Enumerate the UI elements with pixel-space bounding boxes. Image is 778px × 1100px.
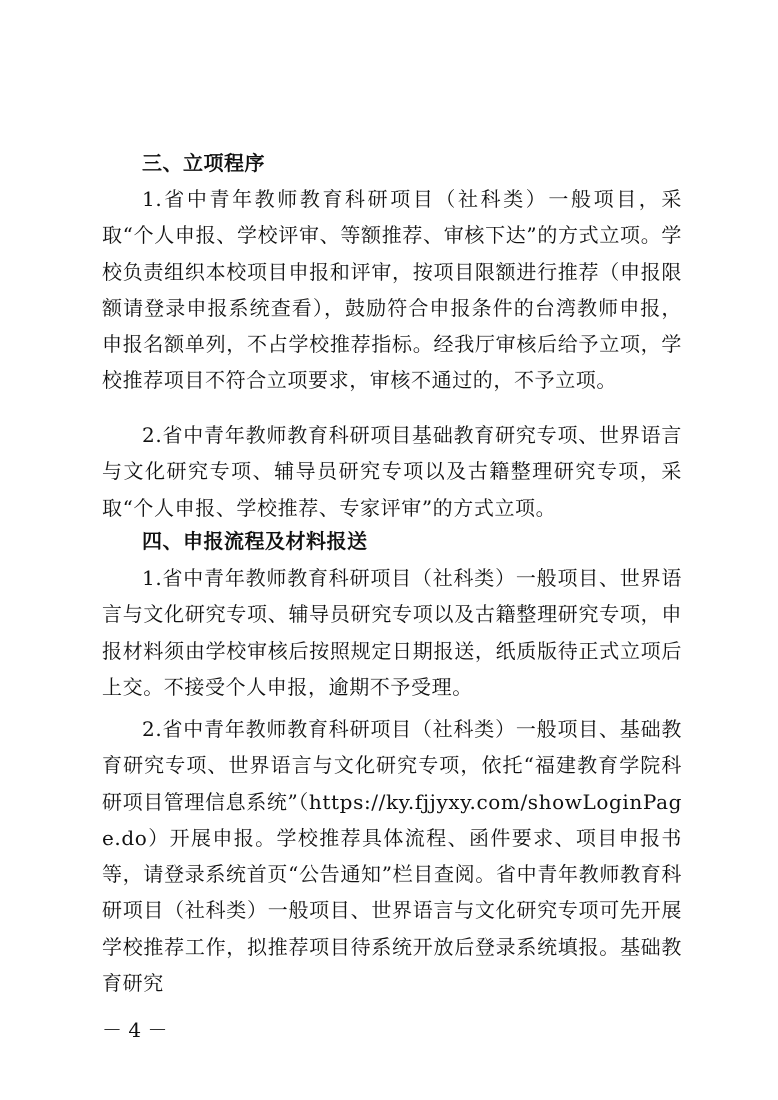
paragraph-4-2: 2.省中青年教师教育科研项目（社科类）一般项目、基础教育研究专项、世界语言与文化研究专项，依托“福建教育学院科研项目管理信息系统”（https://ky.fjjyxy.com/showLoginPage.do）开展申报。学校推荐具体流程、函件要求、项目申报书等，请登录系统首页“公告通知”栏目查阅。省中青年教师教育科研项目（社科类）一般项目、世界语言与文化研究专项可先开展学校推荐工作，拟推荐项目待系统开放后登录系统填报。基础教育研究	[102, 717, 682, 996]
paragraph-3-1: 1.省中青年教师教育科研项目（社科类）一般项目，采取“个人申报、学校评审、等额推荐、审核下达”的方式立项。学校负责组织本校项目申报和评审，按项目限额进行推荐（申报限额请登录申报系统查看），鼓励符合申报条件的台湾教师申报，申报名额单列，不占学校推荐指标。经我厅审核后给予立项，学校推荐项目不符合立项要求，审核不通过的，不予立项。	[102, 187, 682, 393]
section-heading-4: 四、申报流程及材料报送	[142, 529, 368, 553]
section-heading-3: 三、立项程序	[142, 151, 265, 175]
paragraph-3-2: 2.省中青年教师教育科研项目基础教育研究专项、世界语言与文化研究专项、辅导员研究专项以及古籍整理研究专项，采取“个人申报、学校推荐、专家评审”的方式立项。	[102, 423, 682, 520]
page-number: － 4 －	[102, 1018, 168, 1042]
paragraph-4-1: 1.省中青年教师教育科研项目（社科类）一般项目、世界语言与文化研究专项、辅导员研究专项以及古籍整理研究专项，申报材料须由学校审核后按照规定日期报送，纸质版待正式立项后上交。不接受个人申报，逾期不予受理。	[102, 566, 682, 699]
